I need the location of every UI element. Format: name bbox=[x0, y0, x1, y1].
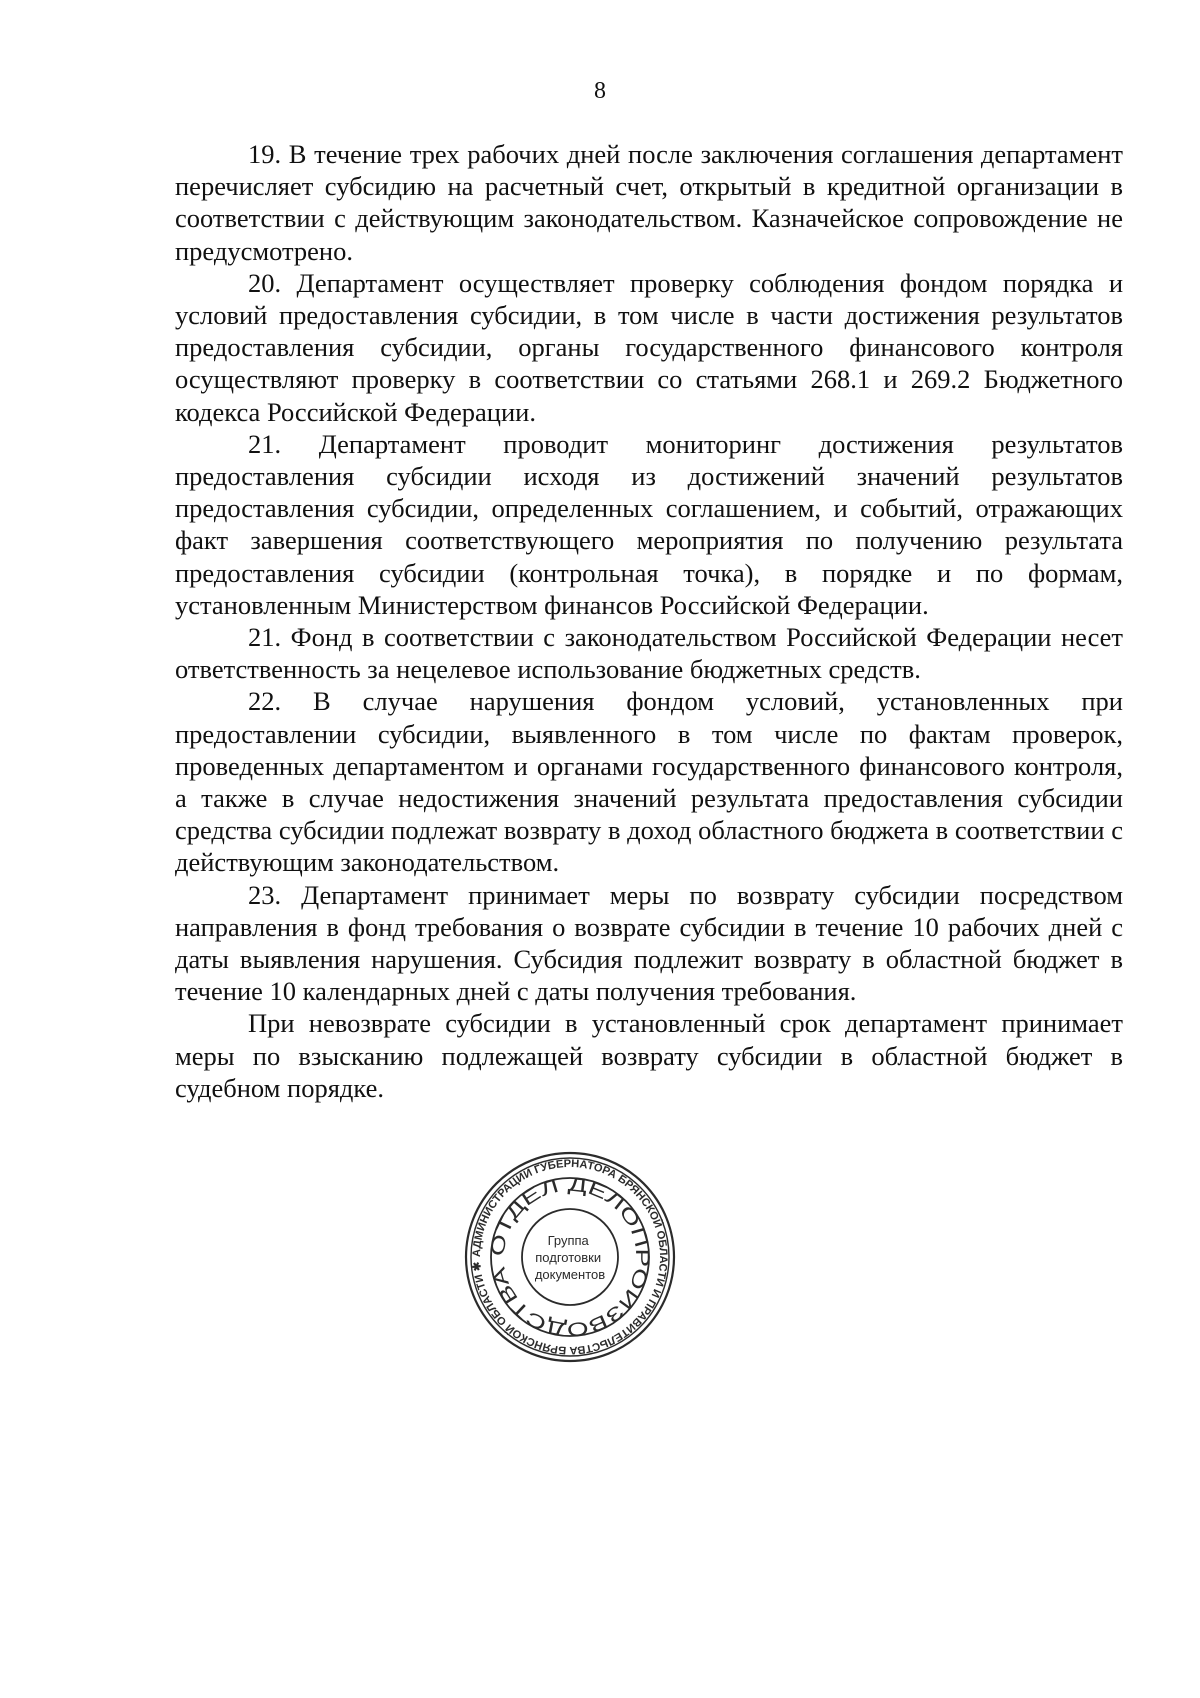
paragraph-20: 20. Департамент осуществляет проверку соблюдения фондом порядка и условий предоставления субсидии, в том числе в части достижения результатов предоставления субсидии, органы государственного финансового контроля осуществляют проверку в соответствии со статьями 268.1 и 269.2 Бюджетного кодекса Российской Федерации. bbox=[175, 267, 1123, 427]
official-stamp bbox=[463, 1150, 677, 1364]
paragraph-21-monitoring: 21. Департамент проводит мониторинг достижения результатов предоставления субсидии исходя из достижений значений результатов предоставления субсидии, определенных соглашением, и событий, отражающих факт завершения соответствующего мероприятия по получению результата предоставления субсидии (контрольная точка), в порядке и по формам, установленным Министерством финансов Российской Федерации. bbox=[175, 428, 1123, 620]
paragraph-19: 19. В течение трех рабочих дней после заключения соглашения департамент перечисляет субсидию на расчетный счет, открытый в кредитной организации в соответствии с действующим законодательством. Казначейское сопровождение не предусмотрено. bbox=[175, 139, 1123, 266]
page-number: 8 bbox=[594, 78, 606, 104]
stamp-center-text: Группа подготовки документов bbox=[534, 1233, 606, 1282]
document-body bbox=[175, 138, 1123, 1104]
paragraph-21-responsibility: 21. Фонд в соответствии с законодательством Российской Федерации несет ответственность за нецелевое использование бюджетных средств. bbox=[175, 622, 1123, 685]
paragraph-non-return: При невозврате субсидии в установленный срок департамент принимает меры по взысканию подлежащей возврату субсидии в областной бюджет в судебном порядке. bbox=[175, 1008, 1123, 1103]
stamp-middle-text: ОТДЕЛ ДЕЛОПРОИЗВОДСТВА bbox=[487, 1174, 653, 1340]
stamp-seal bbox=[463, 1150, 677, 1364]
paragraph-22: 22. В случае нарушения фондом условий, установленных при предоставлении субсидии, выявленного в том числе по фактам проверок, проведенных департаментом и органами государственного финансового контроля, а также в случае недостижения значений результата предоставления субсидии средства субсидии подлежат возврату в доход областного бюджета в соответствии с действующим законодательством. bbox=[175, 686, 1123, 878]
paragraph-23: 23. Департамент принимает меры по возврату субсидии посредством направления в фонд требования о возврате субсидии в течение 10 рабочих дней с даты выявления нарушения. Субсидия подлежит возврату в областной бюджет в течение 10 календарных дней с даты получения требования. bbox=[175, 879, 1123, 1007]
stamp-outer-text: АДМИНИСТРАЦИИ ГУБЕРНАТОРА БРЯНСКОЙ ОБЛАСТИ И ПРАВИТЕЛЬСТВА БРЯНСКОЙ ОБЛАСТИ ✱ bbox=[470, 1157, 670, 1357]
